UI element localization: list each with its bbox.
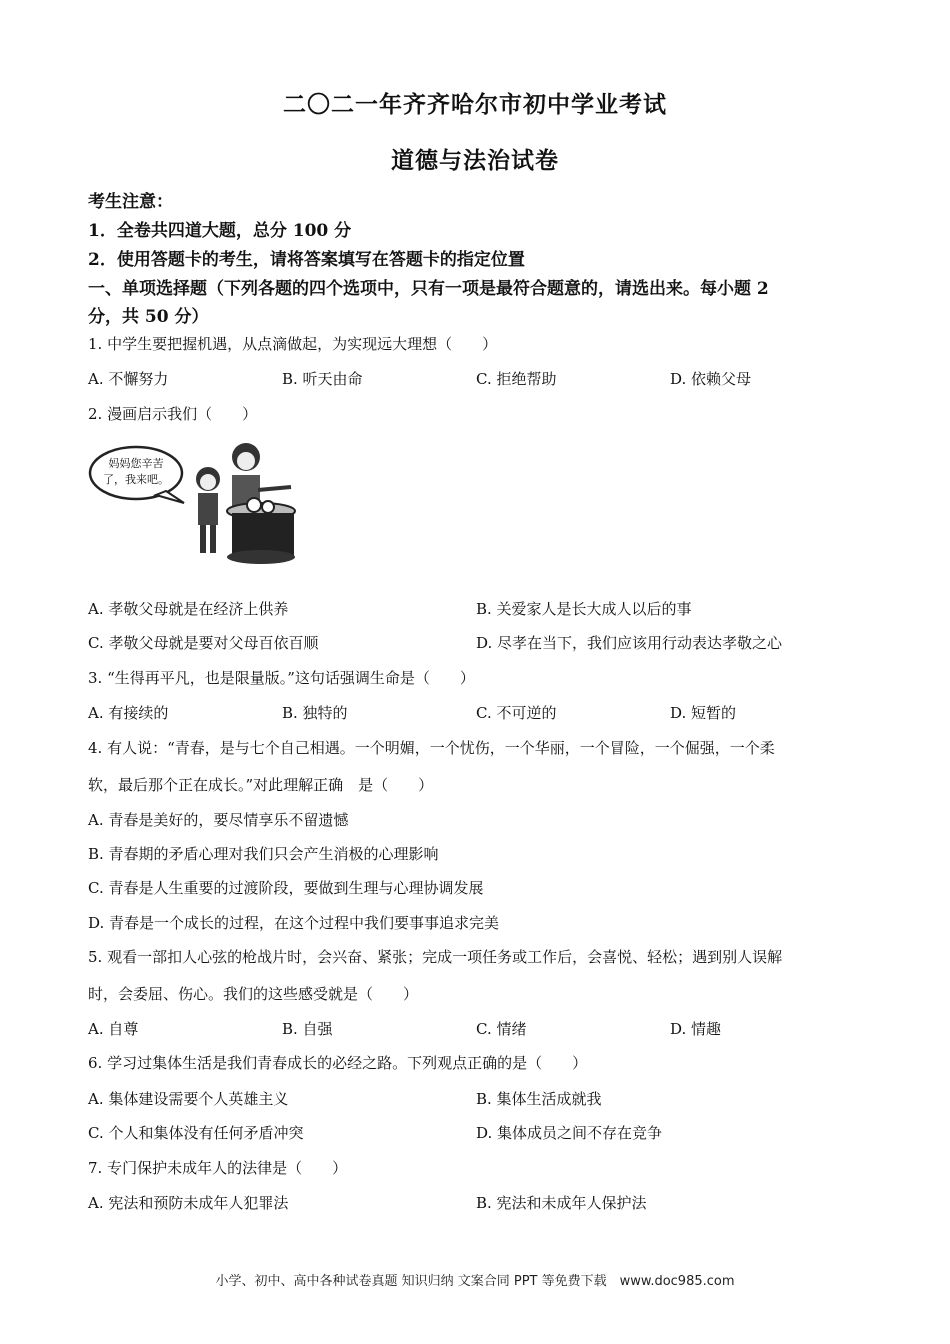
q3-option-d: D. 短暂的	[670, 704, 737, 722]
q2-option-b: B. 关爱家人是长大成人以后的事	[476, 600, 692, 618]
q4-option-c: C. 青春是人生重要的过渡阶段，要做到生理与心理协调发展	[88, 879, 484, 897]
q7-option-b: B. 宪法和未成年人保护法	[476, 1194, 647, 1212]
q6-option-a: A. 集体建设需要个人英雄主义	[88, 1090, 289, 1108]
section-heading-line1: 一、单项选择题（下列各题的四个选项中，只有一项是最符合题意的，请选出来。每小题 2	[88, 279, 769, 299]
exam-title: 二〇二一年齐齐哈尔市初中学业考试	[283, 91, 667, 118]
section-heading-line2: 分，共 50 分）	[88, 307, 209, 327]
notice-item-1: 1．全卷共四道大题，总分 100 分	[88, 221, 352, 241]
q2-option-c: C. 孝敬父母就是要对父母百依百顺	[88, 634, 319, 652]
q2-option-d: D. 尽孝在当下，我们应该用行动表达孝敬之心	[476, 634, 783, 652]
q4-option-a: A. 青春是美好的，要尽情享乐不留遗憾	[88, 811, 349, 829]
cartoon-speech-line1: 妈妈您辛苦	[108, 457, 164, 470]
q2-option-a: A. 孝敬父母就是在经济上供养	[88, 600, 289, 618]
q1-option-d: D. 依赖父母	[670, 370, 752, 388]
question-3-stem: 3. “生得再平凡，也是限量版。”这句话强调生命是（ ）	[88, 669, 475, 687]
question-4-stem-line2: 软，最后那个正在成长。”对此理解正确 是（ ）	[88, 776, 434, 794]
q6-option-c: C. 个人和集体没有任何矛盾冲突	[88, 1124, 304, 1142]
q3-option-a: A. 有接续的	[88, 704, 169, 722]
q4-option-b: B. 青春期的矛盾心理对我们只会产生消极的心理影响	[88, 845, 439, 863]
mother-daughter-cartoon	[86, 435, 314, 575]
question-6-stem: 6. 学习过集体生活是我们青春成长的必经之路。下列观点正确的是（ ）	[88, 1054, 588, 1072]
q1-option-c: C. 拒绝帮助	[476, 370, 557, 388]
footer-link[interactable]: 小学、初中、高中各种试卷真题 知识归纳 文案合同 PPT 等免费下载 www.doc985.com	[215, 1274, 735, 1289]
q5-option-b: B. 自强	[282, 1020, 333, 1038]
question-5-stem-line2: 时，会委屈、伤心。我们的这些感受就是（ ）	[88, 985, 419, 1003]
question-5-stem-line1: 5. 观看一部扣人心弦的枪战片时，会兴奋、紧张；完成一项任务或工作后，会喜悦、轻松；遇到别人误解	[88, 948, 783, 966]
notice-label: 考生注意：	[88, 192, 173, 212]
q3-option-c: C. 不可逆的	[476, 704, 557, 722]
question-4-stem-line1: 4. 有人说：“青春，是与七个自己相遇。一个明媚，一个忧伤，一个华丽，一个冒险，一个倔强，一个柔	[88, 739, 775, 757]
question-7-stem: 7. 专门保护未成年人的法律是（ ）	[88, 1159, 348, 1177]
notice-item-2: 2．使用答题卡的考生，请将答案填写在答题卡的指定位置	[88, 250, 525, 270]
q6-option-b: B. 集体生活成就我	[476, 1090, 602, 1108]
q7-option-a: A. 宪法和预防未成年人犯罪法	[88, 1194, 289, 1212]
q3-option-b: B. 独特的	[282, 704, 348, 722]
q4-option-d: D. 青春是一个成长的过程，在这个过程中我们要事事追求完美	[88, 914, 500, 932]
cartoon-speech-line2: 了，我来吧。	[103, 473, 169, 486]
exam-subtitle: 道德与法治试卷	[391, 147, 559, 174]
question-2-stem: 2. 漫画启示我们（ ）	[88, 405, 258, 423]
q1-option-b: B. 听天由命	[282, 370, 363, 388]
q5-option-d: D. 情趣	[670, 1020, 722, 1038]
question-1-stem: 1. 中学生要把握机遇，从点滴做起，为实现远大理想（ ）	[88, 335, 498, 353]
q1-option-a: A. 不懈努力	[88, 370, 169, 388]
q5-option-c: C. 情绪	[476, 1020, 527, 1038]
q6-option-d: D. 集体成员之间不存在竞争	[476, 1124, 663, 1142]
q5-option-a: A. 自尊	[88, 1020, 139, 1038]
